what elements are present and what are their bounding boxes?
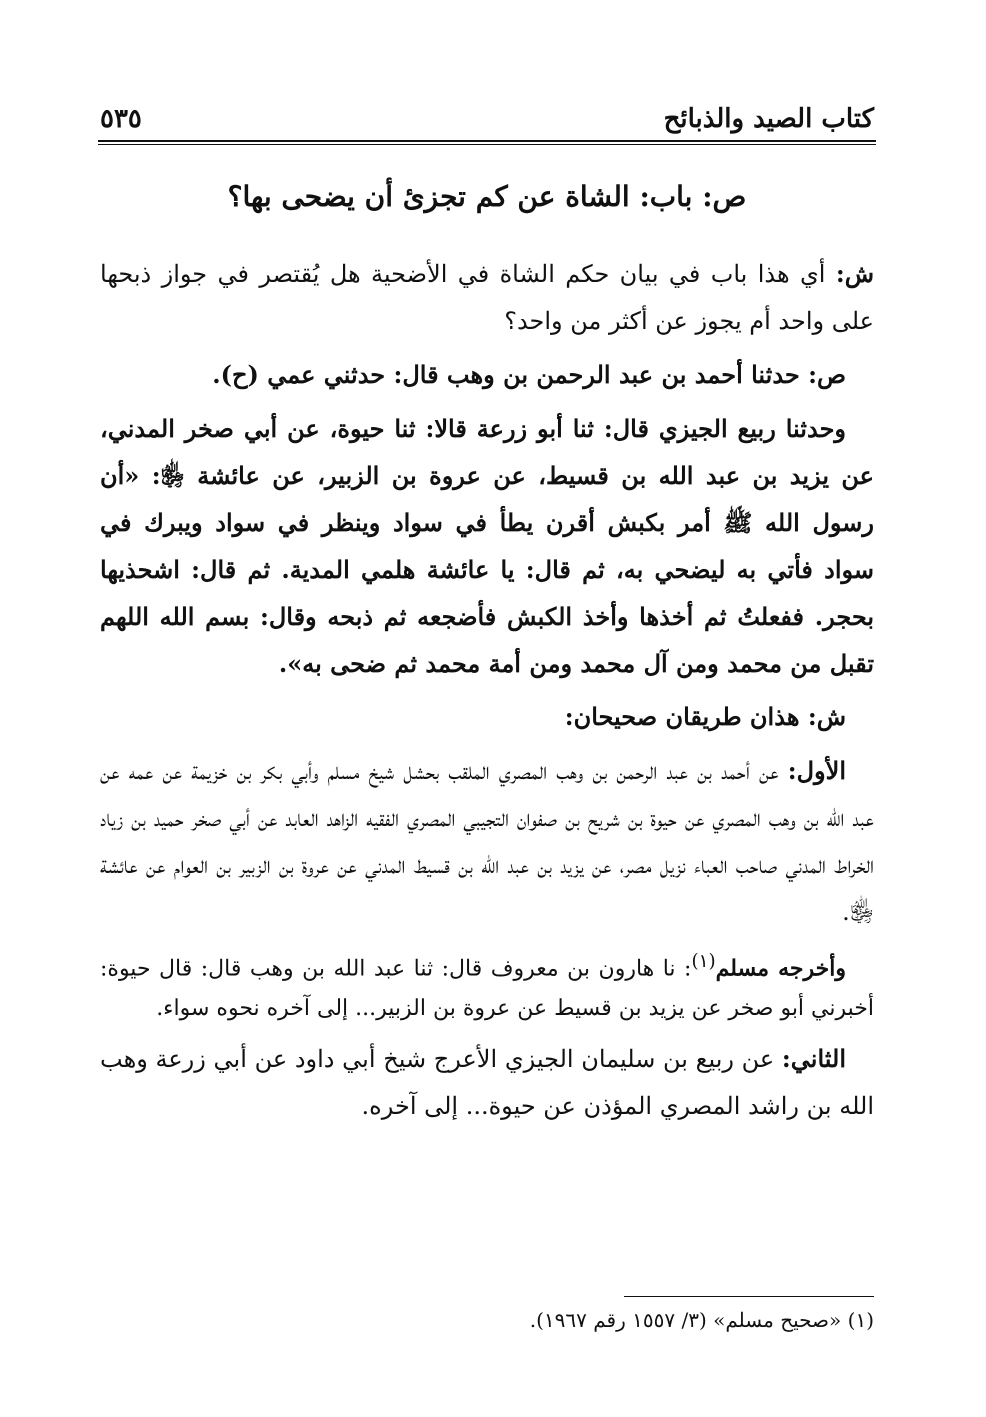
paragraph-lead: الثاني: xyxy=(781,1044,846,1074)
footnote-marker: (١) xyxy=(691,951,716,972)
paragraph-text: وحدثنا ربيع الجيزي قال: ثنا أبو زرعة قالا: ثنا حيوة، عن أبي صخر المدني، عن يزيد بن عبد الله بن قسيط، عن عروة بن الزبير، عن عائشة ﵂: «أن رسول الله ﷺ أمر بكبش أقرن يطأ في سواد وينظر في سواد ويبرك في سواد فأتي به ليضحي به، ثم قال: يا عائشة هلمي المدية. ثم قال: اشحذيها بحجر. ففعلتُ ثم أخذها وأخذ الكبش فأضجعه ثم ذبحه وقال: بسم الله اللهم تقبل من محمد ومن آل محمد ومن أمة محمد ثم ضحى به». xyxy=(100,414,874,678)
page-number: ٥٣٥ xyxy=(100,104,142,134)
paragraph-2 xyxy=(100,351,874,399)
paragraph-5 xyxy=(100,747,874,936)
paragraph-4 xyxy=(100,693,874,741)
paragraph-6 xyxy=(100,942,874,1029)
paragraph-7 xyxy=(100,1035,874,1130)
header-rule xyxy=(98,140,876,145)
book-title: كتاب الصيد والذبائح xyxy=(663,104,874,134)
chapter-title: ص: باب: الشاة عن كم تجزئ أن يضحى بها؟ xyxy=(227,180,747,213)
paragraph-lead: ش: xyxy=(835,259,875,288)
footnote: (١) «صحيح مسلم» (٣/ ١٥٥٧ رقم ١٩٦٧). xyxy=(529,1308,874,1332)
paragraph-3 xyxy=(100,405,874,687)
paragraph-text: أي هذا باب في بيان حكم الشاة في الأضحية هل يُقتصر في جواز ذبحها على واحد أم يجوز عن أكثر من واحد؟ xyxy=(100,260,874,335)
page-header xyxy=(100,82,874,134)
paragraph-text: : نا هارون بن معروف قال: ثنا عبد الله بن وهب قال: قال حيوة: أخبرني أبو صخر عن يزيد بن قسيط عن عروة بن الزبير... إلى آخره نحوه سواء. xyxy=(100,956,874,1022)
paragraph-lead: وأخرجه مسلم xyxy=(715,955,846,982)
paragraph-lead: الأول: xyxy=(787,756,846,785)
paragraph-text: عن أحمد بن عبد الرحمن بن وهب المصري الملقب بحشل شيخ مسلم وأبي بكر بن خزيمة عن عمه عن عبد الله بن وهب المصري عن حيوة بن شريح بن صفوان التجيبي المصري الفقيه الزاهد العابد عن أبي صخر حميد بن زياد الخراط المدني صاحب العباء نزيل مصر، عن يزيد بن عبد الله بن قسيط المدني عن عروة بن الزبير بن العوام عن عائشة ﵂. xyxy=(100,757,874,926)
paragraph-text: هذان طريقان صحيحان: xyxy=(564,702,808,731)
body-text xyxy=(100,250,874,1136)
paragraph-lead: ش: xyxy=(807,702,846,731)
paragraph-text: عن ربيع بن سليمان الجيزي الأعرج شيخ أبي داود عن أبي زرعة وهب الله بن راشد المصري المؤذن عن حيوة... إلى آخره. xyxy=(100,1045,874,1121)
footnote-rule xyxy=(624,1296,874,1297)
paragraph-1 xyxy=(100,250,874,345)
paragraph-lead: ص: xyxy=(808,360,846,389)
paragraph-text: حدثنا أحمد بن عبد الرحمن بن وهب قال: حدثني عمي (ح). xyxy=(212,360,809,389)
